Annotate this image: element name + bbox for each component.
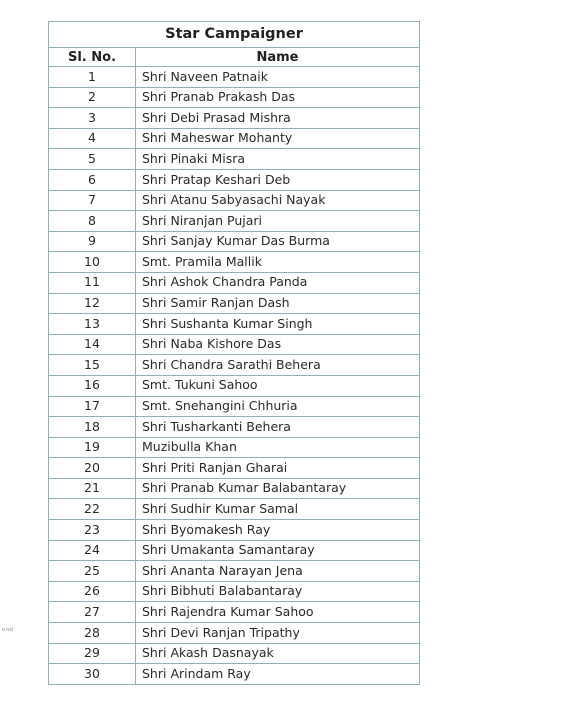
campaigner-name-cell: Shri Pranab Prakash Das — [136, 87, 420, 108]
table-row — [49, 211, 420, 232]
table-row — [49, 561, 420, 582]
table-title: Star Campaigner — [49, 22, 420, 48]
campaigner-name-cell: Shri Byomakesh Ray — [136, 520, 420, 541]
serial-number-cell: 21 — [49, 478, 136, 499]
table-row — [49, 581, 420, 602]
table-row — [49, 520, 420, 541]
table-row — [49, 169, 420, 190]
campaigner-name-cell: Shri Priti Ranjan Gharai — [136, 458, 420, 479]
column-header-name: Name — [136, 48, 420, 67]
table-row — [49, 437, 420, 458]
campaigner-name-cell: Shri Sudhir Kumar Samal — [136, 499, 420, 520]
campaigner-name-cell: Shri Samir Ranjan Dash — [136, 293, 420, 314]
serial-number-cell: 13 — [49, 314, 136, 335]
campaigner-name-cell: Shri Devi Ranjan Tripathy — [136, 623, 420, 644]
campaigner-name-cell: Shri Atanu Sabyasachi Nayak — [136, 190, 420, 211]
table-row — [49, 458, 420, 479]
campaigner-name-cell: Shri Naba Kishore Das — [136, 334, 420, 355]
campaigner-name-cell: Shri Chandra Sarathi Behera — [136, 355, 420, 376]
campaigner-name-cell: Shri Sushanta Kumar Singh — [136, 314, 420, 335]
serial-number-cell: 16 — [49, 375, 136, 396]
campaigner-name-cell: Shri Pratap Keshari Deb — [136, 169, 420, 190]
table-row — [49, 478, 420, 499]
serial-number-cell: 25 — [49, 561, 136, 582]
serial-number-cell: 24 — [49, 540, 136, 561]
table-row — [49, 67, 420, 88]
serial-number-cell: 10 — [49, 252, 136, 273]
serial-number-cell: 2 — [49, 87, 136, 108]
serial-number-cell: 15 — [49, 355, 136, 376]
campaigner-name-cell: Muzibulla Khan — [136, 437, 420, 458]
serial-number-cell: 7 — [49, 190, 136, 211]
campaigner-name-cell: Shri Maheswar Mohanty — [136, 128, 420, 149]
campaigner-name-cell: Shri Pinaki Misra — [136, 149, 420, 170]
campaigner-name-cell: Shri Ashok Chandra Panda — [136, 272, 420, 293]
table-title-row — [49, 22, 420, 48]
table-row — [49, 87, 420, 108]
serial-number-cell: 17 — [49, 396, 136, 417]
serial-number-cell: 30 — [49, 664, 136, 685]
serial-number-cell: 12 — [49, 293, 136, 314]
campaigner-name-cell: Shri Arindam Ray — [136, 664, 420, 685]
table-row — [49, 252, 420, 273]
serial-number-cell: 29 — [49, 643, 136, 664]
serial-number-cell: 5 — [49, 149, 136, 170]
table-row — [49, 293, 420, 314]
table-row — [49, 643, 420, 664]
table-row — [49, 623, 420, 644]
table-header-row — [49, 48, 420, 67]
table-row — [49, 272, 420, 293]
serial-number-cell: 23 — [49, 520, 136, 541]
table-row — [49, 334, 420, 355]
serial-number-cell: 9 — [49, 231, 136, 252]
campaigner-name-cell: Shri Naveen Patnaik — [136, 67, 420, 88]
campaigner-name-cell: Shri Pranab Kumar Balabantaray — [136, 478, 420, 499]
serial-number-cell: 14 — [49, 334, 136, 355]
table-row — [49, 602, 420, 623]
campaigner-name-cell: Smt. Snehangini Chhuria — [136, 396, 420, 417]
star-campaigner-table — [48, 21, 420, 685]
table-row — [49, 417, 420, 438]
campaigner-name-cell: Smt. Pramila Mallik — [136, 252, 420, 273]
table-row — [49, 664, 420, 685]
table-row — [49, 396, 420, 417]
campaigner-name-cell: Shri Sanjay Kumar Das Burma — [136, 231, 420, 252]
table-row — [49, 149, 420, 170]
serial-number-cell: 1 — [49, 67, 136, 88]
table-row — [49, 355, 420, 376]
table-row — [49, 128, 420, 149]
serial-number-cell: 28 — [49, 623, 136, 644]
serial-number-cell: 27 — [49, 602, 136, 623]
table-row — [49, 108, 420, 129]
serial-number-cell: 19 — [49, 437, 136, 458]
table-row — [49, 375, 420, 396]
campaigner-name-cell: Smt. Tukuni Sahoo — [136, 375, 420, 396]
column-header-serial-no: Sl. No. — [49, 48, 136, 67]
table-row — [49, 190, 420, 211]
table-body — [49, 67, 420, 685]
table-row — [49, 540, 420, 561]
serial-number-cell: 11 — [49, 272, 136, 293]
serial-number-cell: 26 — [49, 581, 136, 602]
table-row — [49, 314, 420, 335]
campaigner-name-cell: Shri Umakanta Samantaray — [136, 540, 420, 561]
serial-number-cell: 4 — [49, 128, 136, 149]
campaigner-name-cell: Shri Niranjan Pujari — [136, 211, 420, 232]
campaigner-name-cell: Shri Debi Prasad Mishra — [136, 108, 420, 129]
campaigner-name-cell: Shri Akash Dasnayak — [136, 643, 420, 664]
table-row — [49, 499, 420, 520]
campaigner-name-cell: Shri Ananta Narayan Jena — [136, 561, 420, 582]
serial-number-cell: 8 — [49, 211, 136, 232]
serial-number-cell: 18 — [49, 417, 136, 438]
serial-number-cell: 6 — [49, 169, 136, 190]
campaigner-name-cell: Shri Rajendra Kumar Sahoo — [136, 602, 420, 623]
campaigner-name-cell: Shri Bibhuti Balabantaray — [136, 581, 420, 602]
serial-number-cell: 22 — [49, 499, 136, 520]
serial-number-cell: 3 — [49, 108, 136, 129]
campaigner-name-cell: Shri Tusharkanti Behera — [136, 417, 420, 438]
page-mark: ᵉⁿᵈ — [2, 627, 13, 637]
serial-number-cell: 20 — [49, 458, 136, 479]
table-row — [49, 231, 420, 252]
